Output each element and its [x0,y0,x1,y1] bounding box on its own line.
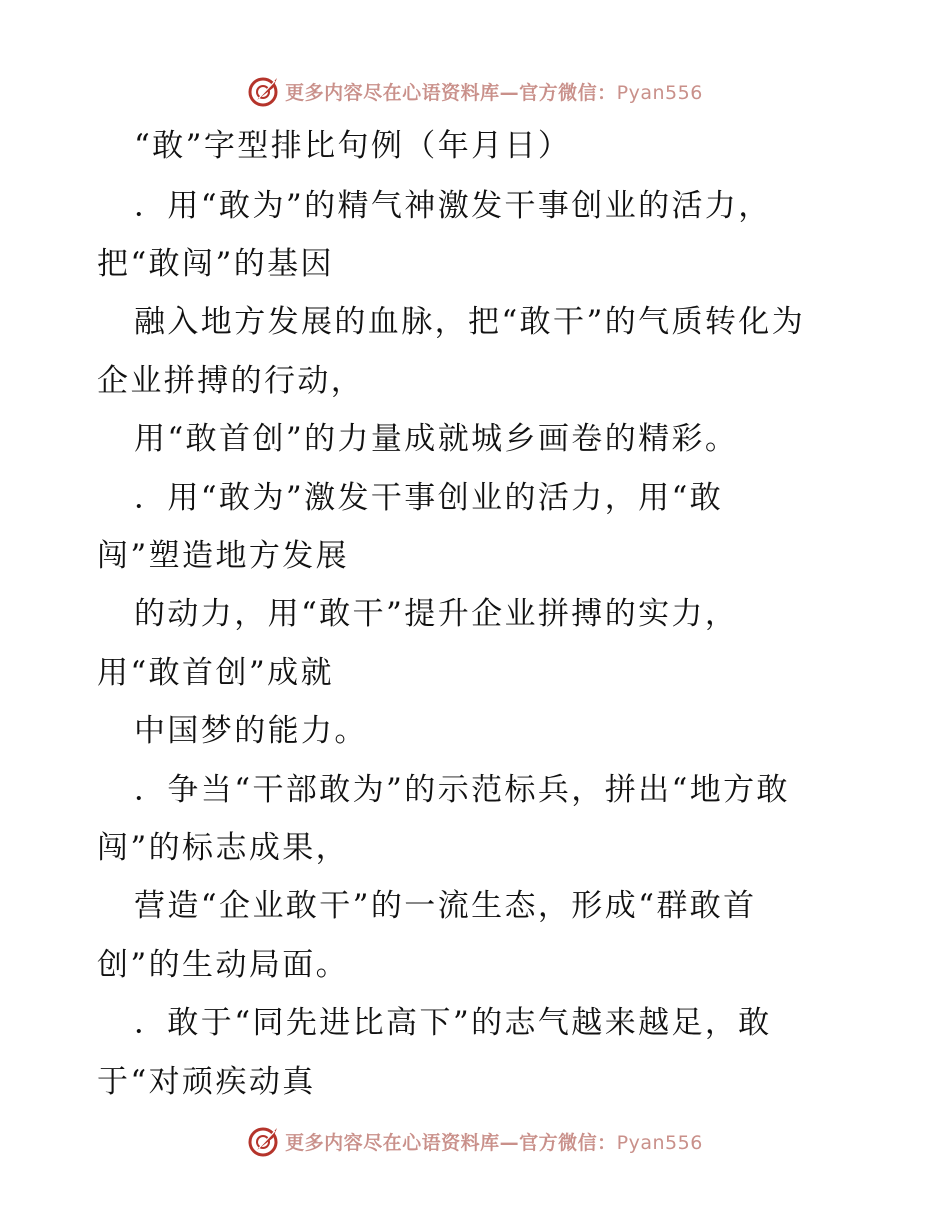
body-line: 闯”的标志成果， [97,830,350,866]
body-line: 中国梦的能力。 [134,713,368,749]
header-wechat-id: Pyan556 [616,81,703,104]
quill-logo-icon [247,74,281,108]
body-line: 企业拼搏的行动， [97,363,365,399]
body-line: 创”的生动局面。 [97,947,350,983]
header-banner [0,71,950,111]
body-line: ．争当“干部敢为”的示范标兵，拼出“地方敢 [134,772,790,808]
body-line: 用“敢首创”成就 [97,655,334,691]
body-line: ．用“敢为”激发干事创业的活力，用“敢 [134,480,724,516]
footer-wechat-id: Pyan556 [616,1131,703,1154]
footer-banner-text: 更多内容尽在心语资料库—官方微信：Pyan556 [285,1131,703,1154]
body-line: 用“敢首创”的力量成就城乡画卷的精彩。 [134,421,739,457]
body-line: 把“敢闯”的基因 [97,246,334,282]
header-banner-text: 更多内容尽在心语资料库—官方微信：Pyan556 [285,81,703,104]
document-title: “敢”字型排比句例（年月日） [134,128,572,164]
body-line: ．用“敢为”的精气神激发干事创业的活力， [134,188,772,224]
body-line: 营造“企业敢干”的一流生态，形成“群敢首 [134,888,757,924]
body-line: 的动力，用“敢干”提升企业拼搏的实力， [134,596,739,632]
quill-logo-icon [247,1124,281,1158]
body-line: ．敢于“同先进比高下”的志气越来越足，敢 [134,1005,772,1041]
body-line: 融入地方发展的血脉，把“敢干”的气质转化为 [134,304,806,340]
body-line: 闯”塑造地方发展 [97,538,350,574]
footer-banner [0,1121,950,1161]
body-line: 于“对顽疾动真 [97,1064,316,1100]
